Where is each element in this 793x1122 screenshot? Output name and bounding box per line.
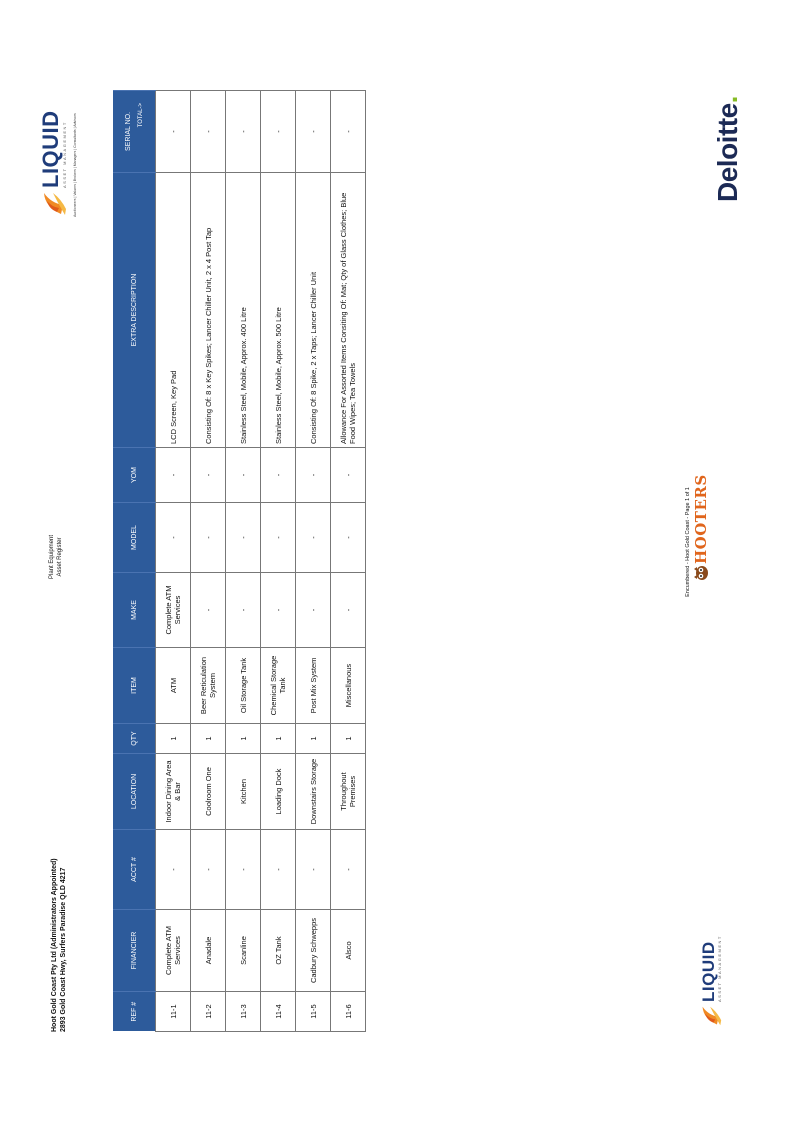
- cell-location: Loading Dock: [261, 754, 296, 830]
- cell-financier: Anadale: [191, 910, 226, 992]
- liquid-wordmark: LIQUID: [699, 941, 718, 1002]
- cell-serial: -: [191, 91, 226, 173]
- cell-make: -: [296, 573, 331, 648]
- cell-ref: 11-2: [191, 992, 226, 1032]
- cell-yom: -: [156, 448, 191, 503]
- cell-financier: Alsco: [331, 910, 366, 992]
- company-address: 2893 Gold Coast Hwy, Surfers Paradise QLD 4217: [60, 867, 67, 1032]
- cell-extra-description: Allowance For Assorted Items Consiting Of: Mat; Qty of Glass Clothes; Blue Food Wipes; Tea Towels: [331, 173, 366, 448]
- cell-item: Beer Reticulation System: [191, 648, 226, 724]
- cell-item: Post Mix System: [296, 648, 331, 724]
- cell-location: Throughout Premises: [331, 754, 366, 830]
- cell-model: -: [261, 503, 296, 573]
- header-extra-description: EXTRA DESCRIPTION: [113, 173, 156, 448]
- cell-make: -: [226, 573, 261, 648]
- hooters-logo: [692, 474, 710, 582]
- header-make: MAKE: [113, 573, 156, 648]
- cell-ref: 11-3: [226, 992, 261, 1032]
- cell-acct: -: [226, 830, 261, 910]
- cell-financier: Cadbury Schwepps: [296, 910, 331, 992]
- cell-yom: -: [191, 448, 226, 503]
- header-total-label: TOTAL->: [137, 103, 144, 128]
- cell-make: Complete ATM Services: [156, 573, 191, 648]
- cell-item: Chemical Storage Tank: [261, 648, 296, 724]
- hooters-wordmark: HOOTERS: [692, 474, 710, 564]
- cell-model: -: [296, 503, 331, 573]
- header-location: LOCATION: [113, 754, 156, 830]
- liquid-logo-bottom: [700, 935, 722, 1027]
- owl-icon: [693, 564, 709, 582]
- cell-acct: -: [331, 830, 366, 910]
- table-row: [331, 91, 366, 1032]
- cell-financier: Scanline: [226, 910, 261, 992]
- cell-location: Indoor Dining Area & Bar: [156, 754, 191, 830]
- cell-qty: 1: [331, 724, 366, 754]
- liquid-swoosh-icon: [41, 191, 67, 217]
- cell-qty: 1: [296, 724, 331, 754]
- cell-ref: 11-5: [296, 992, 331, 1032]
- cell-item: Miscellanous: [331, 648, 366, 724]
- cell-ref: 11-6: [331, 992, 366, 1032]
- page-footer: Encumbered - Hoot Gold Coast - Page 1 of 1: [685, 487, 691, 597]
- liquid-wordmark: LIQUID: [38, 110, 63, 188]
- table-row: [156, 91, 191, 1032]
- table-row: [296, 91, 331, 1032]
- cell-qty: 1: [156, 724, 191, 754]
- cell-item: ATM: [156, 648, 191, 724]
- document-title: Plant Equipment: [49, 534, 55, 580]
- cell-model: -: [331, 503, 366, 573]
- cell-make: -: [261, 573, 296, 648]
- cell-financier: OZ Tank: [261, 910, 296, 992]
- cell-location: Kitchen: [226, 754, 261, 830]
- header-model: MODEL: [113, 503, 156, 573]
- asset-register-table: [113, 90, 366, 1032]
- header-serial-label: SERIAL NO.: [124, 111, 132, 152]
- cell-ref: 11-4: [261, 992, 296, 1032]
- cell-acct: -: [261, 830, 296, 910]
- cell-model: -: [156, 503, 191, 573]
- cell-serial: -: [261, 91, 296, 173]
- cell-acct: -: [156, 830, 191, 910]
- liquid-subtitle: ASSET MANAGEMENT: [717, 935, 722, 1002]
- liquid-logo-top: [40, 110, 67, 217]
- header-yom: YOM: [113, 448, 156, 503]
- cell-item: Oil Storage Tank: [226, 648, 261, 724]
- cell-serial: -: [156, 91, 191, 173]
- cell-make: -: [191, 573, 226, 648]
- header-serial: [113, 91, 156, 173]
- cell-model: -: [191, 503, 226, 573]
- cell-ref: 11-1: [156, 992, 191, 1032]
- document-heading: [48, 512, 64, 602]
- company-name: Hoot Gold Coast Pty Ltd (Administrators Appointed): [51, 858, 58, 1032]
- cell-location: Downstairs Storage: [296, 754, 331, 830]
- cell-acct: -: [191, 830, 226, 910]
- cell-serial: -: [226, 91, 261, 173]
- table-header-row: [113, 91, 156, 1032]
- cell-acct: -: [296, 830, 331, 910]
- cell-financier: Complete ATM Services: [156, 910, 191, 992]
- cell-serial: -: [296, 91, 331, 173]
- cell-extra-description: Stainless Steel, Mobile, Approx. 400 Litre: [226, 173, 261, 448]
- company-header: [50, 858, 68, 1032]
- document-subtitle: Asset Register: [57, 537, 63, 577]
- header-acct: ACCT #: [113, 830, 156, 910]
- cell-extra-description: Consisting Of: 8 Spike, 2 x Taps; Lancer Chiller Unit: [296, 173, 331, 448]
- table-row: [191, 91, 226, 1032]
- header-ref: REF #: [113, 992, 156, 1032]
- cell-location: Coolroom One: [191, 754, 226, 830]
- cell-serial: -: [331, 91, 366, 173]
- header-qty: QTY: [113, 724, 156, 754]
- header-financier: FINANCIER: [113, 910, 156, 992]
- deloitte-logo: [712, 96, 744, 202]
- cell-qty: 1: [226, 724, 261, 754]
- deloitte-wordmark: Deloitte: [712, 103, 743, 202]
- cell-yom: -: [296, 448, 331, 503]
- cell-yom: -: [261, 448, 296, 503]
- header-item: ITEM: [113, 648, 156, 724]
- cell-yom: -: [331, 448, 366, 503]
- liquid-swoosh-icon: [700, 1005, 722, 1027]
- cell-yom: -: [226, 448, 261, 503]
- cell-extra-description: Consisting Of: 8 x Key Spikes; Lancer Chiller Unit, 2 x 4 Post Tap: [191, 173, 226, 448]
- cell-make: -: [331, 573, 366, 648]
- liquid-tagline: Auctioneers | Valuers | Brokers | Managers | Consultants | Advisors: [73, 113, 77, 217]
- table-row: [261, 91, 296, 1032]
- liquid-subtitle: ASSET MANAGEMENT: [62, 121, 67, 188]
- table-row: [226, 91, 261, 1032]
- cell-model: -: [226, 503, 261, 573]
- cell-qty: 1: [191, 724, 226, 754]
- cell-extra-description: Stainless Steel, Mobile, Approx. 500 Litre: [261, 173, 296, 448]
- cell-extra-description: LCD Screen, Key Pad: [156, 173, 191, 448]
- deloitte-dot: .: [712, 96, 743, 104]
- cell-qty: 1: [261, 724, 296, 754]
